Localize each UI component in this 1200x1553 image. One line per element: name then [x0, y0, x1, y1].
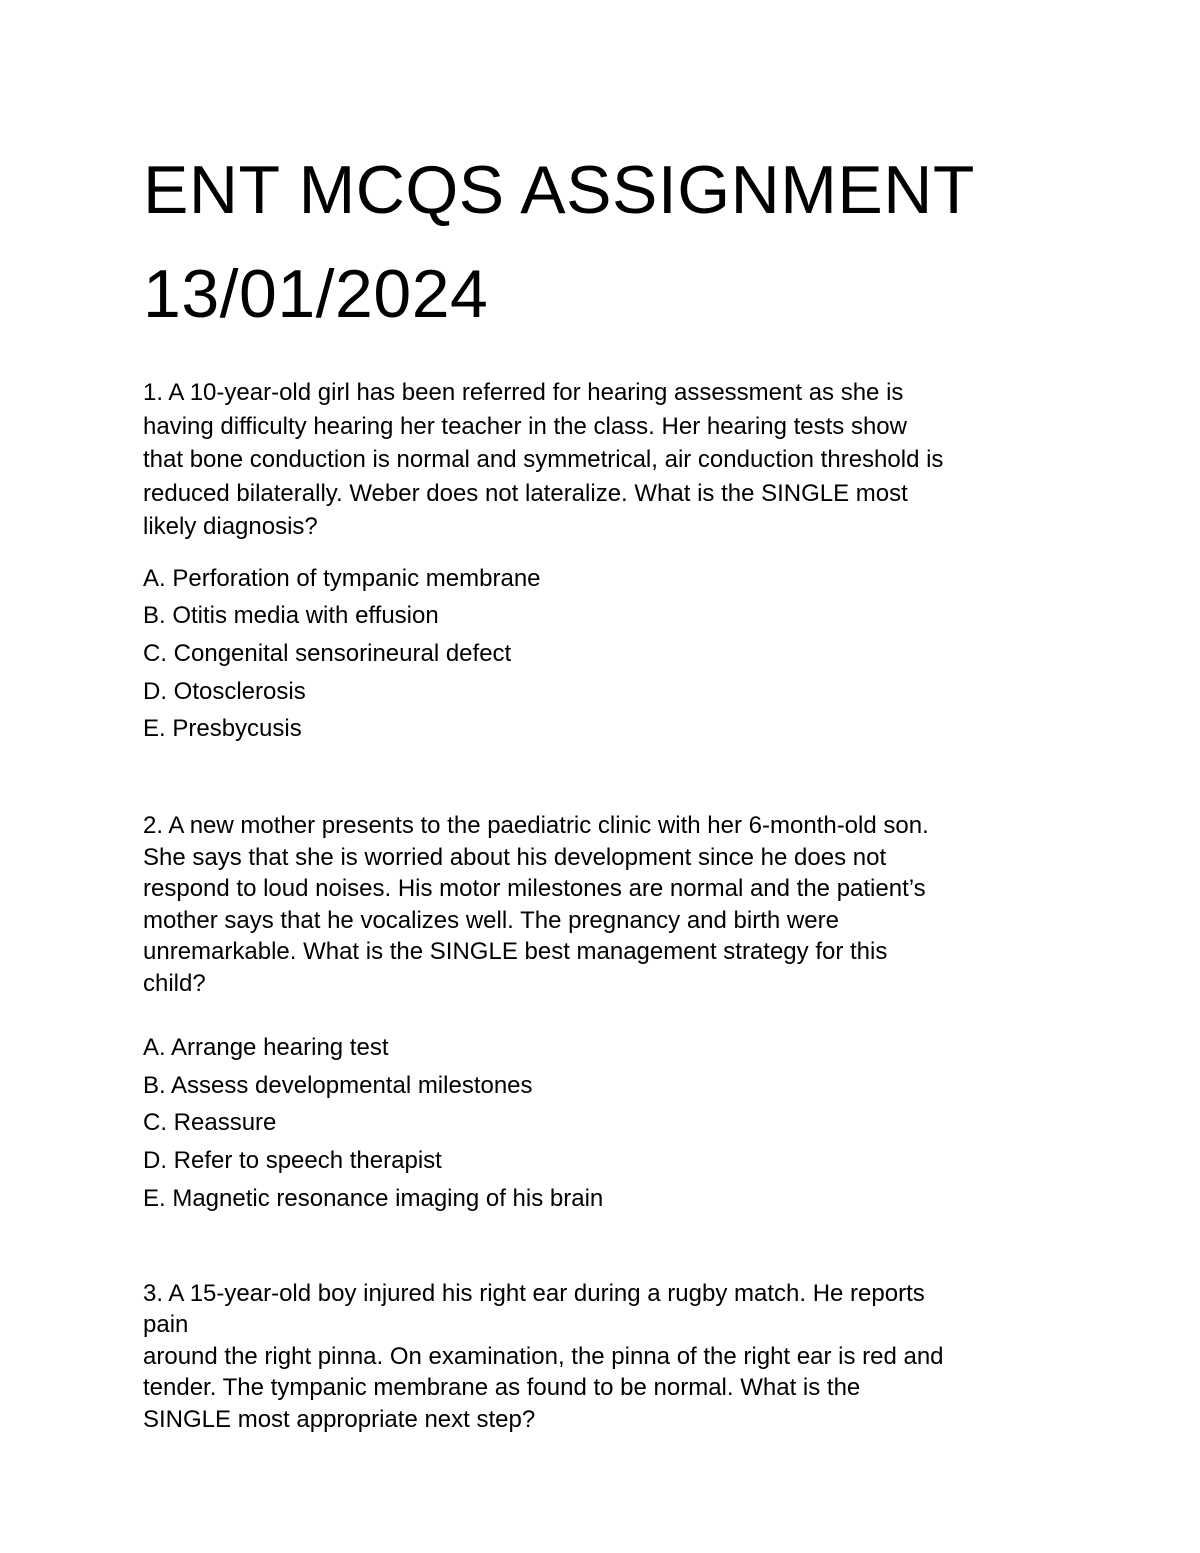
question-text-line: respond to loud noises. His motor milestones are normal and the patient’s	[143, 875, 926, 903]
option-d: D. Refer to speech therapist	[143, 1147, 442, 1175]
option-e: E. Presbycusis	[143, 715, 302, 743]
question-text-line: mother says that he vocalizes well. The pregnancy and birth were	[143, 906, 839, 934]
document-page	[143, 138, 1073, 1435]
option-c: C. Reassure	[143, 1109, 277, 1137]
question-1-options	[143, 560, 1073, 749]
question-2	[143, 810, 1073, 999]
question-text-line: child?	[143, 969, 206, 997]
document-date: 13/01/2024	[143, 256, 489, 332]
question-text-line: unremarkable. What is the SINGLE best management strategy for this	[143, 938, 888, 966]
option-c: C. Congenital sensorineural defect	[143, 639, 512, 667]
option-b: B. Assess developmental milestones	[143, 1071, 533, 1099]
question-2-options	[143, 1029, 1073, 1218]
question-text-line: around the right pinna. On examination, the pinna of the right ear is red and	[143, 1342, 944, 1370]
question-text-line: 1. A 10-year-old girl has been referred for hearing assessment as she is	[143, 379, 904, 406]
option-b: B. Otitis media with effusion	[143, 602, 439, 630]
question-text-line: having difficulty hearing her teacher in the class. Her hearing tests show	[143, 412, 907, 440]
question-text-line: likely diagnosis?	[143, 513, 318, 540]
question-text-line: reduced bilaterally. Weber does not lateralize. What is the SINGLE most	[143, 479, 908, 507]
question-text-line: 3. A 15-year-old boy injured his right ear during a rugby match. He reports	[143, 1279, 925, 1307]
question-3	[143, 1278, 1073, 1436]
question-text-line: that bone conduction is normal and symmetrical, air conduction threshold is	[143, 446, 944, 473]
option-e: E. Magnetic resonance imaging of his brain	[143, 1184, 604, 1212]
option-a: A. Perforation of tympanic membrane	[143, 564, 541, 592]
document-title: ENT MCQS ASSIGNMENT	[143, 152, 975, 228]
question-text-line: 2. A new mother presents to the paediatric clinic with her 6-month-old son.	[143, 812, 929, 840]
question-text-line: tender. The tympanic membrane as found to be normal. What is the	[143, 1374, 861, 1402]
question-text-line: pain	[143, 1311, 189, 1339]
question-text-line: SINGLE most appropriate next step?	[143, 1405, 536, 1433]
question-1	[143, 376, 1073, 544]
option-a: A. Arrange hearing test	[143, 1034, 389, 1062]
option-d: D. Otosclerosis	[143, 677, 306, 705]
question-text-line: She says that she is worried about his development since he does not	[143, 843, 887, 871]
